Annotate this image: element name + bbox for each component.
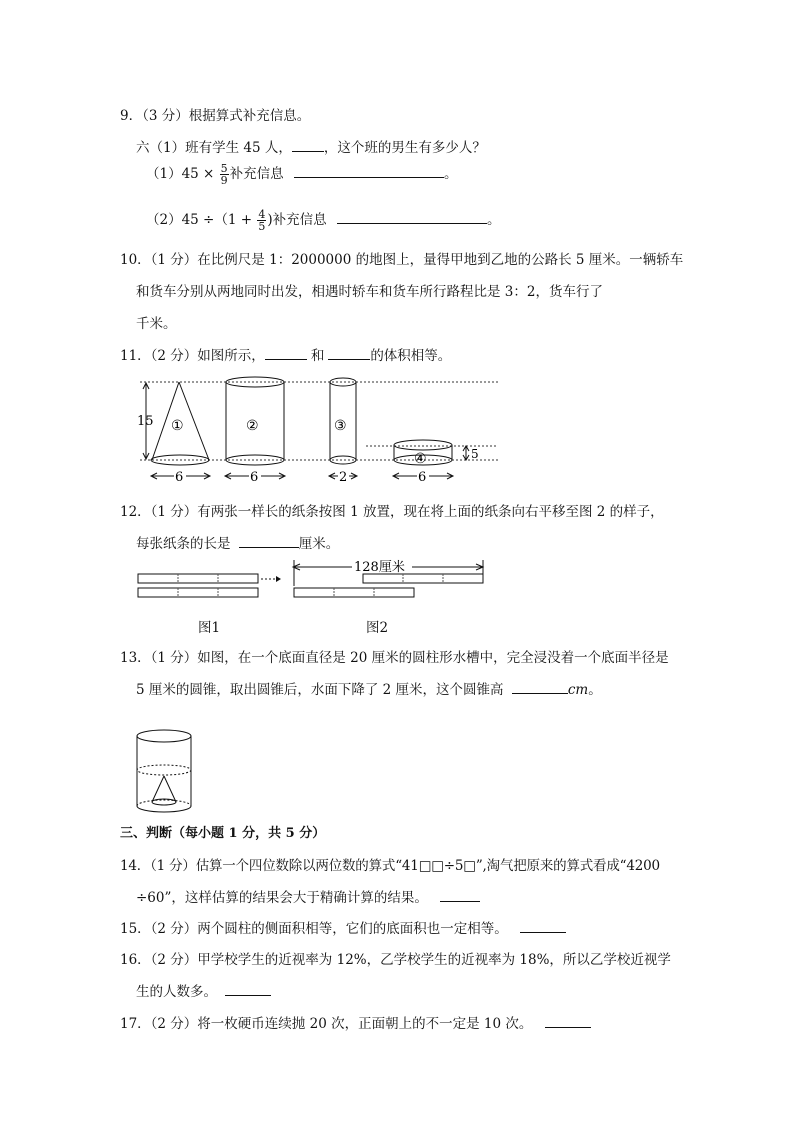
q9-part2-period: 。 (486, 212, 501, 228)
shape-label-2: ② (246, 418, 259, 434)
width-arrows (151, 473, 453, 479)
fig2-top-strip (363, 574, 483, 583)
fig1-top-strip (138, 574, 258, 583)
section-heading: 三、判断（每小题 1 分，共 5 分） (120, 826, 326, 841)
q9-part2 (146, 208, 500, 232)
q16-line1: 16．（2 分）甲学校学生的近视率为 12%，乙学校学生的近视率为 18%，所以乙学校近视学 (120, 952, 671, 968)
q10-line3: 千米。 (136, 316, 177, 332)
answer-blank[interactable] (239, 535, 299, 548)
q13-line2 (136, 678, 602, 698)
answer-blank[interactable] (328, 347, 370, 360)
q17-text: 17．（2 分）将一枚硬币连续抛 20 次，正面朝上的不一定是 10 次。 (120, 1016, 533, 1032)
answer-blank[interactable] (440, 889, 480, 902)
height5-label: 5 (471, 447, 479, 461)
q9-heading: 9．（3 分）根据算式补充信息。 (120, 108, 311, 124)
answer-blank[interactable] (292, 139, 324, 152)
q12-strip-figure (130, 556, 500, 606)
q9-part1-period: 。 (443, 166, 458, 182)
q10-line1: 10．（1 分）在比例尺是 1：2000000 的地图上，量得甲地到乙地的公路长 5 厘米。一辆轿车 (120, 252, 684, 268)
q16-line2 (136, 980, 271, 1000)
shape-label-4: ④ (414, 451, 427, 467)
answer-blank[interactable] (520, 920, 566, 933)
width-label-1: 6 (175, 470, 184, 485)
cylinder2-base (226, 455, 284, 465)
tank-bottom (137, 806, 191, 812)
q9-part1-expr: （1）45 × (146, 166, 215, 182)
cone-left-edge (152, 776, 164, 802)
q14-text: ÷60”，这样估算的结果会大于精确计算的结果。 (136, 890, 428, 906)
q11-figure (130, 372, 510, 490)
q12-text-end: 厘米。 (298, 536, 340, 552)
answer-blank[interactable] (512, 681, 568, 694)
q16-text: 生的人数多。 (136, 984, 217, 1000)
answer-blank[interactable] (545, 1015, 591, 1028)
q15-text: 15．（2 分）两个圆柱的侧面积相等，它们的底面积也一定相等。 (120, 921, 508, 937)
q9-stem-end: ，这个班的男生有多少人？ (323, 140, 486, 156)
q9-stem-start: 六（1）班有学生 45 人， (136, 140, 292, 156)
shape-label-1: ① (171, 418, 184, 434)
answer-blank[interactable] (294, 165, 444, 178)
width-label-4: 6 (418, 470, 427, 485)
shape-label-3: ③ (334, 418, 347, 434)
water-surface (137, 765, 191, 775)
answer-blank[interactable] (225, 983, 271, 996)
q9-part1-label: 补充信息 (229, 166, 284, 182)
q9-part1 (146, 162, 457, 186)
fraction-denominator: 9 (220, 174, 228, 187)
q9-stem (136, 136, 486, 156)
q14-line2 (136, 886, 480, 906)
caption-figure-1: 图1 (198, 620, 221, 636)
width-label-2: 6 (250, 470, 259, 485)
fraction-denominator: 5 (258, 220, 266, 233)
answer-blank[interactable] (265, 347, 307, 360)
fig1-bottom-strip (138, 588, 258, 597)
q13-period: 。 (588, 682, 602, 698)
q11-question (120, 344, 451, 364)
q13-tank-figure (130, 726, 200, 814)
width-label-3: 2 (339, 470, 348, 485)
q11-text-end: 的体积相等。 (370, 348, 452, 364)
q17-line (120, 1012, 591, 1032)
fraction-4-5 (257, 209, 266, 232)
fig2-bottom-strip (294, 588, 414, 597)
q14-line1: 14．（1 分）估算一个四位数除以两位数的算式“41□□÷5□”,淘气把原来的算式看成“4200 (120, 858, 660, 874)
q11-text-start: 11．（2 分）如图所示， (120, 348, 265, 364)
q13-text-start: 5 厘米的圆锥，取出圆锥后，水面下降了 2 厘米，这个圆锥高 (136, 682, 504, 698)
cylinder2-top (226, 377, 284, 387)
caption-figure-2: 图2 (366, 620, 389, 636)
height-label: 15 (137, 414, 154, 429)
q9-part2-label: )补充信息 (267, 212, 327, 228)
q10-line2: 和货车分别从两地同时出发，相遇时轿车和货车所行路程比是 3：2，货车行了 (136, 284, 603, 300)
fraction-numerator: 4 (258, 208, 266, 221)
cylinder4-top (394, 440, 452, 450)
fraction-numerator: 5 (220, 162, 228, 175)
q11-text-and: 和 (310, 348, 325, 364)
tank-rim (137, 730, 191, 742)
unit-cm: cm (567, 682, 589, 698)
q12-line2 (136, 532, 339, 552)
answer-blank[interactable] (337, 211, 487, 224)
q12-line1: 12．（1 分）有两张一样长的纸条按图 1 放置，现在将上面的纸条向右平移至图 2 的样子， (120, 504, 664, 520)
fraction-5-9 (220, 163, 229, 186)
q15-line (120, 917, 566, 937)
q12-text-start: 每张纸条的长是 (136, 536, 231, 552)
q13-line1: 13．（1 分）如图，在一个底面直径是 20 厘米的圆柱形水槽中，完全浸没着一个底面半径是 (120, 650, 669, 666)
length-label: 128厘米 (354, 560, 405, 575)
q9-part2-expr: （2）45 ÷（1 + (146, 212, 253, 228)
cone-right-edge (164, 776, 176, 802)
